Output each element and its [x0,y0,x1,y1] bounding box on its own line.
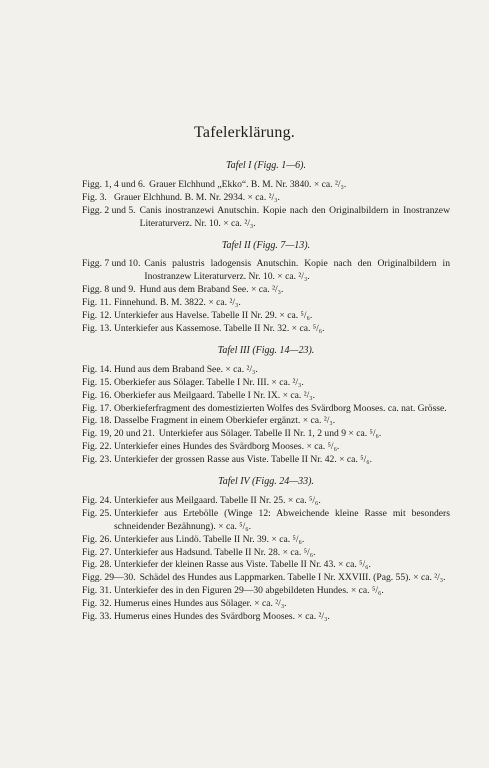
figure-description: Oberkieferfragment des domestizierten Wolfes des Svärdborg Mooses. ca. nat. Grösse. [114,402,447,414]
figure-description: Unterkiefer aus Hadsund. Tabelle II Nr. 28. × ca. ⁵/₆. [114,546,316,558]
figure-label: Fig. 23. [82,454,112,466]
figure-label: Fig. 11. [82,297,112,309]
figure-label: Figg. 8 und 9. [82,284,136,296]
figure-entry [82,495,450,508]
figure-description: Finnehund. B. M. 3822. × ca. ²/₃. [114,297,241,309]
figure-description: Dasselbe Fragment in einem Oberkiefer ergänzt. × ca. ²/₃. [114,415,336,427]
figure-description: Unterkiefer der grossen Rasse aus Viste. Tabelle II Nr. 42. × ca. ⁵/₆. [114,454,372,466]
figure-description: Grauer Elchhund „Ekko“. B. M. Nr. 3840. × ca. ²/₃. [149,178,347,190]
figure-entry [82,364,450,377]
figure-entry [82,441,450,454]
figure-label: Fig. 3. [82,191,107,203]
figure-description: Oberkiefer aus Sölager. Tabelle I Nr. III. × ca. ²/₃. [114,376,304,388]
figure-description: Humerus eines Hundes des Svärdborg Mooses. × ca. ²/₃. [114,611,330,623]
figure-entry [82,284,450,297]
figure-label: Figg. 1, 4 und 6. [82,178,146,190]
figure-description: Unterkiefer eines Hundes des Svärdborg Mooses. × ca. ⁵/₆. [114,441,340,453]
figure-entry [82,547,450,560]
figure-description: Humerus eines Hundes aus Sölager. × ca. ²/₃. [114,598,287,610]
figure-entry [82,310,450,323]
figure-description: Unterkiefer der kleinen Rasse aus Viste. Tabelle II Nr. 43. × ca. ⁵/₆. [114,559,371,571]
figure-description: Unterkiefer aus Sölager. Tabelle II Nr. 1, 2 und 9 × ca. ⁵/₆. [158,428,382,440]
figure-label: Fig. 12. [82,310,112,322]
figure-label: Fig. 33. [82,611,112,623]
figure-entry [82,559,450,572]
figure-entry [82,297,450,310]
figure-entry [82,415,450,428]
figure-entry [82,585,450,598]
figure-entry [82,598,450,611]
figure-label: Fig. 27. [82,546,112,558]
figure-label: Fig. 19, 20 und 21. [82,428,155,440]
figure-label: Figg. 7 und 10. [82,258,141,270]
figure-label: Fig. 14. [82,363,112,375]
plate-heading: Tafel III (Figg. 14—23). [217,344,315,356]
figure-description: Grauer Elchhund. B. M. Nr. 2934. × ca. ²/₃. [114,191,280,203]
figure-entry [82,390,450,403]
figure-entry [82,611,450,624]
figure-label: Fig. 24. [82,494,112,506]
figure-description: Oberkiefer aus Meilgaard. Tabelle I Nr. IX. × ca. ²/₃. [114,389,315,401]
figure-description: Unterkiefer aus Havelse. Tabelle II Nr. 29. × ca. ⁵/₆. [114,310,313,322]
figure-entry [82,179,450,192]
figure-label: Figg. 29—30. [82,572,136,584]
figure-entry [82,205,450,231]
figure-entry [82,192,450,205]
figure-label: Fig. 28. [82,559,112,571]
figure-description: Canis inostranzewi Anutschin. Kopie nach den Originalbildern in Inostranzew Literaturverz. Nr. 10. × ca. ²/₃. [139,204,450,229]
figure-description: Hund aus dem Braband See. × ca. ²/₃. [114,363,258,375]
figure-entry [82,403,450,416]
figure-description: Unterkiefer aus Lindö. Tabelle II Nr. 39. × ca. ⁵/₆. [114,533,305,545]
figure-label: Fig. 13. [82,322,112,334]
page-title: Tafelerklärung. [194,124,295,141]
figure-label: Fig. 26. [82,533,112,545]
figure-label: Fig. 15. [82,376,112,388]
figure-description: Unterkiefer aus Meilgaard. Tabelle II Nr. 25. × ca. ⁵/₆. [114,494,321,506]
plate-heading: Tafel I (Figg. 1—6). [226,160,306,171]
figure-description: Schädel des Hundes aus Lappmarken. Tabelle I Nr. XXVIII. (Pag. 55). × ca. ²/₃. [139,572,446,584]
figure-description: Unterkiefer aus Kassemose. Tabelle II Nr. 32. × ca. ⁵/₆. [114,322,325,334]
figure-entry [82,377,450,390]
figure-entry [82,428,450,441]
plate-heading: Tafel IV (Figg. 24—33). [218,476,314,488]
figure-description: Hund aus dem Braband See. × ca. ²/₃. [139,284,284,296]
figure-label: Fig. 25. [82,507,112,519]
figure-label: Fig. 17. [82,402,112,414]
figure-entry [82,323,450,336]
figure-label: Figg. 2 und 5. [82,204,136,216]
plate-heading: Tafel II (Figg. 7—13). [221,239,311,251]
figure-entry [82,258,450,284]
figure-label: Fig. 22. [82,441,112,453]
figure-entry [82,508,450,534]
figure-entry [82,454,450,467]
figure-label: Fig. 16. [82,389,112,401]
figure-entry [82,534,450,547]
figure-description: Unterkiefer aus Ertebölle (Winge 12: Abweichende kleine Rasse mit besonders schneidender Bezähnung). × ca. ⁵/₆. [114,507,450,532]
figure-description: Unterkiefer des in den Figuren 29—30 abgebildeten Hundes. × ca. ⁵/₆. [114,585,384,597]
figure-description: Canis palustris ladogensis Anutschin. Kopie nach den Originalbildern in Inostranzew Literaturverz. Nr. 10. × ca. ²/₃. [144,258,450,283]
figure-label: Fig. 31. [82,585,112,597]
figure-label: Fig. 32. [82,598,112,610]
figure-entry [82,572,450,585]
figure-label: Fig. 18. [82,415,112,427]
plate-explanations [82,160,450,624]
